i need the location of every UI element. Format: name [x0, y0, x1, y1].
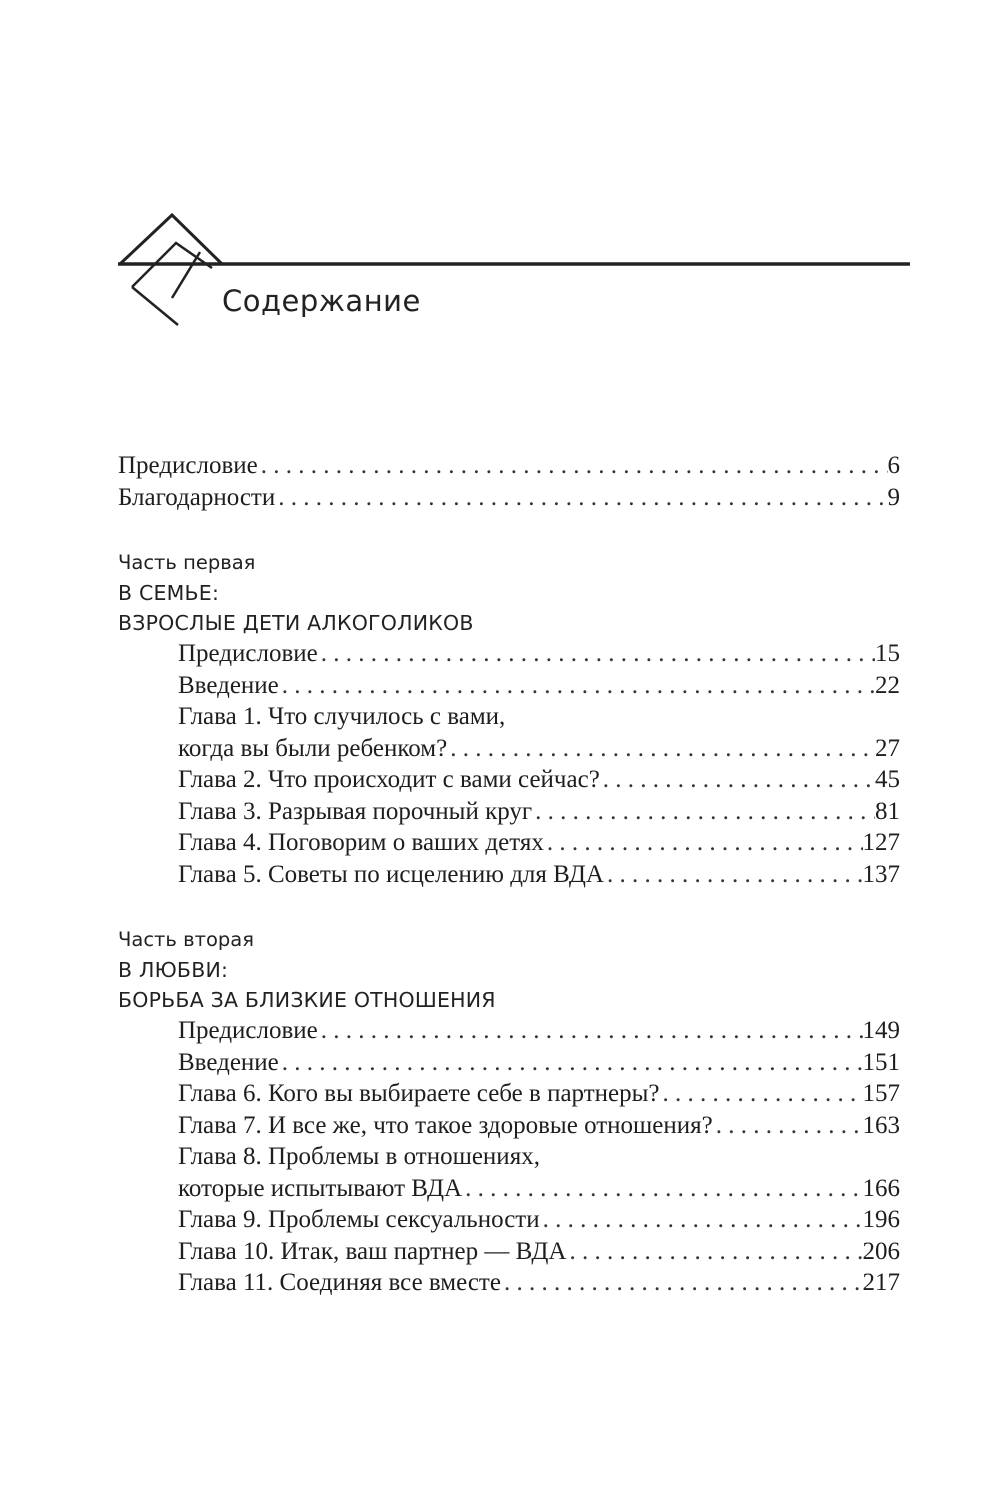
dot-leader [540, 1204, 863, 1236]
toc-entry-label: Глава 7. И все же, что такое здоровые отношения? [178, 1111, 713, 1139]
toc-entry[interactable] [118, 859, 900, 891]
toc-page-number: 217 [862, 1269, 900, 1296]
toc-page-number: 81 [875, 797, 900, 825]
toc-page-number: 27 [875, 734, 900, 762]
dot-leader [544, 827, 863, 859]
toc-entry-label: Благодарности [118, 483, 276, 511]
toc-page-number: 166 [862, 1174, 900, 1202]
dot-leader [713, 1110, 863, 1142]
toc-page-number: 196 [862, 1206, 900, 1233]
toc-entry-label: Глава 6. Кого вы выбираете себе в партнеры? [178, 1080, 660, 1107]
toc-entry-label: Введение [178, 671, 279, 699]
part-title: БОРЬБА ЗА БЛИЗКИЕ ОТНОШЕНИЯ [118, 988, 496, 1012]
dot-leader [279, 1047, 863, 1079]
toc-entry[interactable] [118, 450, 900, 482]
toc-entry[interactable] [118, 764, 900, 796]
toc-entry-label: Предисловие [178, 640, 318, 667]
dot-leader [600, 764, 875, 796]
toc-page-number: 151 [862, 1048, 900, 1076]
toc-page-number: 157 [862, 1080, 900, 1107]
toc-entry-label: Глава 8. Проблемы в отношениях, [178, 1143, 540, 1170]
dot-leader [501, 1267, 863, 1299]
toc-entry-label: Глава 5. Советы по исцелению для ВДА [178, 860, 604, 888]
toc-page-number: 149 [862, 1017, 900, 1044]
toc-entry[interactable] [118, 1110, 900, 1142]
table-of-contents [118, 450, 900, 1299]
dot-leader [279, 670, 875, 702]
dot-leader [462, 1173, 862, 1205]
toc-entry-label: Глава 10. Итак, ваш партнер — ВДА [178, 1237, 567, 1265]
toc-part [118, 923, 900, 1299]
toc-entry-label: Глава 3. Разрывая порочный круг [178, 797, 533, 825]
toc-entry[interactable] [118, 827, 900, 859]
part-title: В ЛЮБВИ: [118, 958, 229, 982]
toc-entry-label: Глава 2. Что происходит с вами сейчас? [178, 766, 600, 793]
dot-leader [604, 859, 863, 891]
toc-entry-label: Предисловие [118, 452, 258, 479]
toc-entry-label: которые испытывают ВДА [178, 1174, 463, 1202]
toc-entry-label: Глава 1. Что случилось с вами, [178, 703, 506, 730]
toc-page-number: 22 [875, 671, 900, 699]
toc-page-number: 127 [862, 829, 900, 856]
toc-entry-label: Предисловие [178, 1017, 318, 1044]
toc-entry[interactable] [118, 733, 900, 765]
toc-part [118, 546, 900, 890]
toc-entry[interactable] [118, 1015, 900, 1047]
toc-entry[interactable] [118, 796, 900, 828]
toc-entry[interactable] [118, 638, 900, 670]
dot-leader [318, 1015, 863, 1047]
toc-entry[interactable] [118, 1267, 900, 1299]
toc-entry-label: Глава 4. Поговорим о ваших детях [178, 829, 544, 856]
dot-leader [566, 1236, 862, 1268]
toc-page-number: 163 [862, 1111, 900, 1139]
toc-page-number: 15 [875, 640, 900, 667]
dot-leader [447, 733, 875, 765]
toc-entry[interactable] [118, 1047, 900, 1079]
chapter-header [0, 0, 1000, 340]
toc-page-number: 9 [887, 483, 900, 511]
part-label: Часть вторая [118, 928, 254, 951]
toc-entry-label: Глава 9. Проблемы сексуальности [178, 1206, 540, 1233]
dot-leader [318, 638, 875, 670]
dot-leader [660, 1078, 863, 1110]
part-label: Часть первая [118, 551, 256, 574]
toc-entry[interactable] [118, 1078, 900, 1110]
toc-entry[interactable] [118, 1173, 900, 1205]
part-title: ВЗРОСЛЫЕ ДЕТИ АЛКОГОЛИКОВ [118, 611, 474, 635]
header-ornament [0, 0, 1000, 340]
toc-page-number: 45 [875, 766, 900, 793]
dot-leader [275, 482, 887, 514]
toc-entry[interactable] [118, 1236, 900, 1268]
dot-leader [258, 450, 888, 482]
toc-page-number: 137 [862, 860, 900, 888]
toc-entry-label: Глава 11. Соединяя все вместе [178, 1269, 501, 1296]
toc-page-number: 6 [887, 452, 900, 479]
toc-entry-label: когда вы были ребенком? [178, 734, 448, 762]
toc-entry[interactable] [118, 670, 900, 702]
dot-leader [532, 796, 875, 828]
toc-entry[interactable] [118, 482, 900, 514]
part-title: В СЕМЬЕ: [118, 581, 220, 605]
toc-entry[interactable] [118, 1204, 900, 1236]
toc-page-number: 206 [862, 1237, 900, 1265]
page-title: Содержание [222, 284, 421, 318]
toc-entry-label: Введение [178, 1048, 279, 1076]
